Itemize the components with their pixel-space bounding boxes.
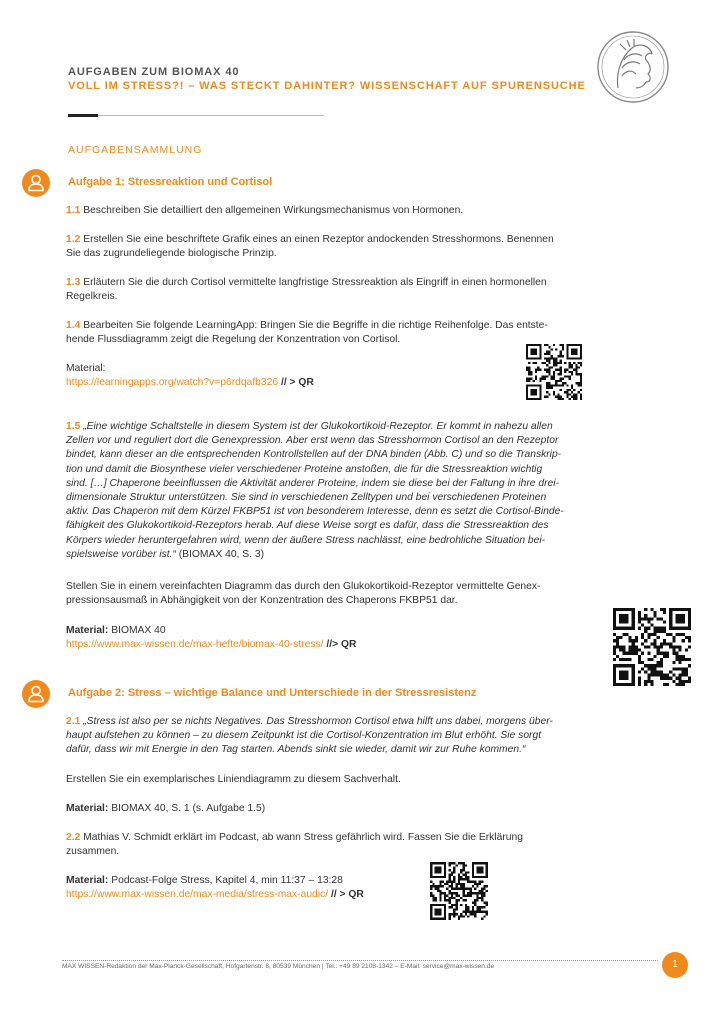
quote-line: Zellen vor und reguliert dort die Genexpression. Aber erst wenn das Stresshormon Cortisol an den Rezeptor bbox=[66, 435, 559, 447]
question-text: Mathias V. Schmidt erklärt im Podcast, ab wann Stress gefährlich wird. Fassen Sie die Erklärung bbox=[83, 832, 523, 843]
question-2-1 bbox=[66, 715, 606, 758]
person-icon bbox=[22, 169, 50, 197]
header-divider bbox=[68, 115, 324, 116]
task-1-5-instruction bbox=[66, 580, 606, 608]
question-1-1 bbox=[66, 204, 606, 218]
material-label: Material: bbox=[66, 363, 106, 374]
biomax-link[interactable]: https://www.max-wissen.de/max-hefte/biomax-40-stress/ bbox=[66, 639, 324, 651]
quote-line: spielsweise vorüber ist.“ bbox=[66, 548, 176, 560]
question-number: 1.1 bbox=[66, 205, 81, 216]
question-text: Regelkreis. bbox=[66, 291, 118, 303]
quote-source: (BIOMAX 40, S. 3) bbox=[178, 548, 265, 560]
quote-line: „Stress ist also per se nichts Negatives. Das Stresshormon Cortisol etwa hilft uns dabei, morgens über- bbox=[83, 716, 553, 727]
material-text: BIOMAX 40, S. 1 (s. Aufgabe 1.5) bbox=[111, 803, 266, 814]
question-number: 1.4 bbox=[66, 320, 81, 331]
question-number: 1.2 bbox=[66, 234, 81, 245]
question-number: 2.1 bbox=[66, 716, 81, 727]
material-text: Podcast-Folge Stress, Kapitel 4, min 11:37 – 13:28 bbox=[111, 875, 343, 886]
question-text: pressionsausmaß in Abhängigkeit von der Konzentration des Chaperons FKBP51 dar. bbox=[66, 595, 458, 607]
task2-title: Aufgabe 2: Stress – wichtige Balance und Unterschiede in der Stressresistenz bbox=[68, 687, 477, 699]
question-text: Erstellen Sie eine beschriftete Grafik eines an einen Rezeptor andockenden Stresshormons. Benennen bbox=[83, 234, 554, 245]
quote-line: Körpers wieder heruntergefahren wird, wenn der äußere Stress nachlässt, eine bedrohliche Situation bei- bbox=[66, 534, 546, 546]
material-label: Material: bbox=[66, 625, 109, 636]
question-number: 1.3 bbox=[66, 277, 81, 288]
question-number: 2.2 bbox=[66, 832, 81, 843]
material-label: Material: bbox=[66, 875, 109, 886]
task-2-1-instruction: Erstellen Sie ein exemplarisches Liniendiagramm zu diesem Sachverhalt. bbox=[66, 774, 401, 785]
quote-line: „Eine wichtige Schaltstelle in diesem System ist der Glukokortikoid-Rezeptor. Er kommt in nahezu allen bbox=[83, 421, 553, 432]
question-text: Sie das zugrundeliegende biologische Prinzip. bbox=[66, 248, 277, 260]
qr-code-icon bbox=[526, 344, 582, 400]
quote-line: sind. […] Chaperone beeinflussen die Aktivität anderer Proteine, indem sie diese bei der Faltung in ihre drei- bbox=[66, 477, 559, 489]
quote-line: fähigkeit des Glukokortikoid-Rezeptors herab. Auf diese Weise sorgt es dafür, dass die Stressreaktion des bbox=[66, 520, 549, 532]
quote-block bbox=[66, 420, 606, 562]
footer-text: MAX WISSEN-Redaktion der Max-Planck-Gesellschaft, Hofgartenstr. 8, 80539 München | Tel.: +49 89 2108-1342 – E-Mail: service@max-wissen.de bbox=[62, 963, 495, 970]
qr-code-icon bbox=[613, 608, 691, 686]
learningapps-link[interactable]: https://learningapps.org/watch?v=p6rdqafb326 bbox=[66, 377, 279, 389]
header-title: AUFGABEN ZUM BIOMAX 40 bbox=[68, 66, 240, 78]
quote-line: dafür, dass wir mit Energie in den Tag starten. Abends sinkt sie wieder, damit wir zur Ruhe kommen.“ bbox=[66, 744, 526, 756]
material-2-2 bbox=[66, 874, 606, 902]
question-1-4 bbox=[66, 319, 606, 347]
person-icon bbox=[22, 680, 50, 708]
quote-line: bindet, kann dieser an die entsprechenden Kontrollstellen auf der DNA binden (Abb. C) und so die Transkrip- bbox=[66, 449, 562, 461]
question-text: hende Flussdiagramm zeigt die Regelung der Konzentration von Cortisol. bbox=[66, 334, 401, 346]
material-2-1 bbox=[66, 802, 606, 816]
question-1-2 bbox=[66, 233, 606, 261]
qr-reference: // > QR bbox=[280, 377, 314, 389]
qr-reference: // > QR bbox=[330, 889, 364, 901]
material-label: Material: bbox=[66, 803, 109, 814]
material-1-5 bbox=[66, 624, 606, 652]
quote-line: tion und damit die Biosynthese vieler verschiedener Proteine anstoßen, die für die Stressreaktion wichtig bbox=[66, 463, 543, 475]
qr-code-icon bbox=[430, 862, 488, 920]
qr-reference: //> QR bbox=[326, 639, 357, 651]
quote-line: aktiv. Das Chaperon mit dem Kürzel FKBP51 ist von besonderem Interesse, denn es setzt die Cortisol-Binde- bbox=[66, 506, 564, 518]
section-title: AUFGABENSAMMLUNG bbox=[68, 144, 203, 156]
material-1-4 bbox=[66, 362, 606, 390]
question-1-5 bbox=[66, 420, 606, 562]
quote-line: haupt aufstehen zu können – zu diesem Zeitpunkt ist die Cortisol-Konzentration im Blut erhöht. Sie sorgt bbox=[66, 730, 542, 742]
page-number: 1 bbox=[662, 952, 688, 978]
question-text: Erläutern Sie die durch Cortisol vermittelte langfristige Stressreaktion als Eingriff in einen hormonellen bbox=[83, 277, 547, 288]
podcast-link[interactable]: https://www.max-wissen.de/max-media/stress-max-audic/ bbox=[66, 889, 329, 901]
question-text: Bearbeiten Sie folgende LearningApp: Bringen Sie die Begriffe in die richtige Reihenfolge. Das entste- bbox=[83, 320, 548, 331]
material-text: BIOMAX 40 bbox=[111, 625, 166, 636]
task1-title: Aufgabe 1: Stressreaktion und Cortisol bbox=[68, 176, 273, 188]
question-text: Beschreiben Sie detailliert den allgemeinen Wirkungsmechanismus von Hormonen. bbox=[83, 205, 464, 216]
question-1-3 bbox=[66, 276, 606, 304]
quote-line: dimensionale Struktur unterstützen. Sie sind in verschiedenen Zelltypen und bei verschiedenen Proteinen bbox=[66, 492, 547, 504]
question-text: zusammen. bbox=[66, 846, 120, 858]
header-subtitle: VOLL IM STRESS?! – WAS STECKT DAHINTER? WISSENSCHAFT AUF SPURENSUCHE bbox=[68, 80, 586, 92]
footer-divider bbox=[62, 960, 658, 961]
header-divider-accent bbox=[68, 114, 98, 117]
question-text: Stellen Sie in einem vereinfachten Diagramm das durch den Glukokortikoid-Rezeptor vermittelte Genex- bbox=[66, 581, 541, 592]
question-number: 1.5 bbox=[66, 421, 81, 432]
minerva-logo-icon bbox=[596, 30, 670, 104]
question-2-2 bbox=[66, 831, 606, 859]
